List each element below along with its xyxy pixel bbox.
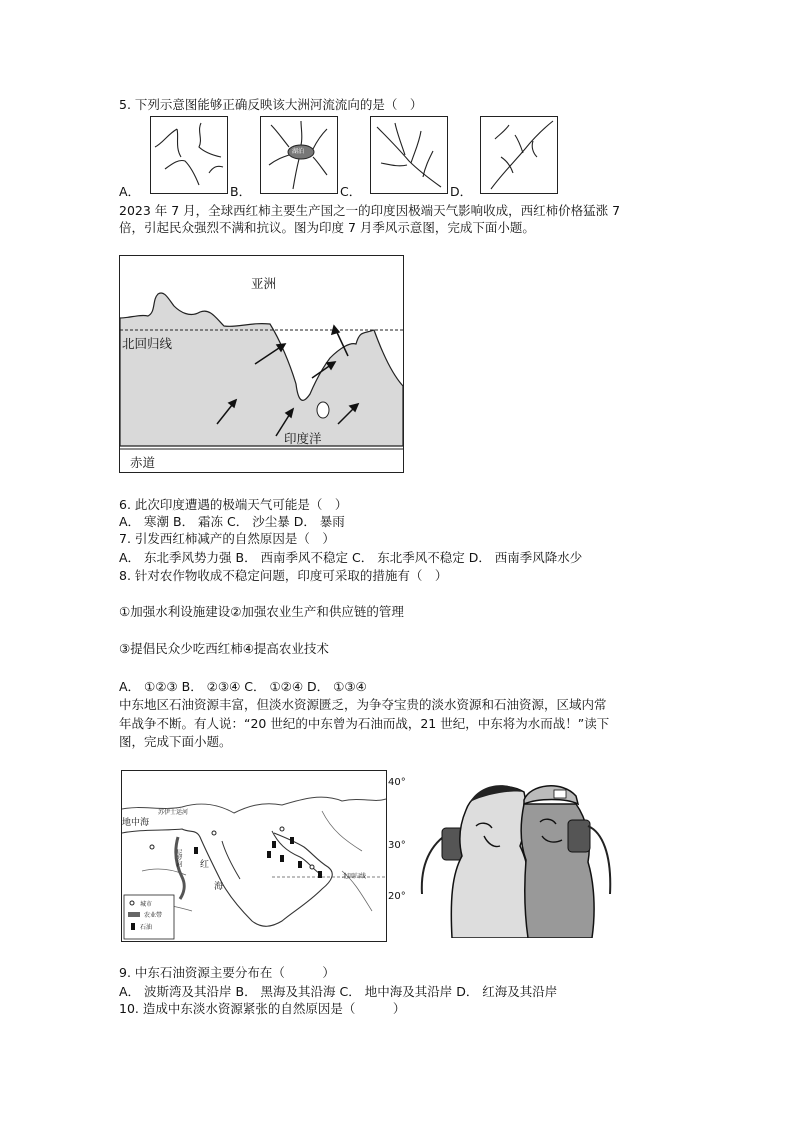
legend-agri: 农业带 [144,912,163,919]
intro2-line3: 图，完成下面小题。 [119,734,232,749]
equator-label: 赤道 [130,455,156,470]
q5-stem: 5. 下列示意图能够正确反映该大洲河流流向的是（ ） [119,97,423,112]
river-c-diagram [371,117,447,193]
q7-stem: 7. 引发西红柿减产的自然原因是（ ） [119,531,335,546]
indian-ocean-label: 印度洋 [284,431,322,446]
middle-east-map [121,770,387,942]
q6-stem: 6. 此次印度遭遇的极端天气可能是（ ） [119,497,348,512]
suez-label: 苏伊士运河 [158,809,189,816]
river-a-diagram [151,117,227,193]
q6-options: A． 寒潮 B． 霜冻 C． 沙尘暴 D． 暴雨 [119,514,345,529]
red-sea-label-1: 红 [200,860,210,870]
q8-items-line2: ③提倡民众少吃西红柿④提高农业技术 [119,641,329,656]
india-monsoon-map [119,255,404,473]
oil-water-cartoon [416,770,616,938]
q8-stem: 8. 针对农作物收成不稳定问题，印度可采取的措施有（ ） [119,568,448,583]
river-option-a-figure [150,116,228,194]
intro1-line1: 2023 年 7 月，全球西红柿主要生产国之一的印度因极端天气影响收成，西红柿价格猛涨 7 [119,203,621,218]
river-option-d-figure [480,116,558,194]
q8-options: A． ①②③ B． ②③④ C． ①②④ D． ①③④ [119,679,367,694]
nile-label: 尼罗河 [175,849,182,867]
lat-30-label: 30° [388,840,406,851]
option-b-label: B． [230,184,252,199]
river-b-diagram [261,117,337,193]
option-a-label: A． [119,184,141,199]
option-d-label: D． [450,184,473,199]
mediterranean-label: 地中海 [122,818,150,828]
agricultural-belt [176,837,184,899]
lat-20-label: 20° [388,891,406,902]
q7-options: A． 东北季风势力强 B． 西南季风不稳定 C． 东北季风不稳定 D． 西南季风降水少 [119,550,583,565]
q9-stem: 9. 中东石油资源主要分布在（ ） [119,965,335,980]
intro2-line1: 中东地区石油资源丰富，但淡水资源匮乏，为争夺宝贵的淡水资源和石油资源，区域内常 [119,697,607,712]
oil-symbols [194,837,322,878]
river-option-b-figure [260,116,338,194]
tropic-cancer-label: 北回归线 [342,873,367,880]
q8-items-line1: ①加强水利设施建设②加强农业生产和供应链的管理 [119,604,404,619]
asia-label: 亚洲 [251,276,277,291]
q10-stem: 10. 造成中东淡水资源紧张的自然原因是（ ） [119,1001,406,1016]
legend-city: 城市 [140,901,153,908]
lake-label: 湖泊 [292,148,305,155]
q9-options: A． 波斯湾及其沿岸 B． 黑海及其沿海 C． 地中海及其沿岸 D． 红海及其沿岸 [119,984,558,999]
cartoon-illustration [416,770,616,938]
legend-oil: 石油 [140,924,153,931]
lat-40-label: 40° [388,777,406,788]
river-option-c-figure [370,116,448,194]
intro2-line2: 年战争不断。有人说：“20 世纪的中东曾为石油而战，21 世纪，中东将为水而战！”读下 [119,716,610,731]
intro1-line2: 倍，引起民众强烈不满和抗议。图为印度 7 月季风示意图，完成下面小题。 [119,220,535,235]
option-c-label: C． [340,184,362,199]
river-d-diagram [481,117,557,193]
tropic-label: 北回归线 [122,336,173,351]
red-sea-label-2: 海 [214,882,224,892]
